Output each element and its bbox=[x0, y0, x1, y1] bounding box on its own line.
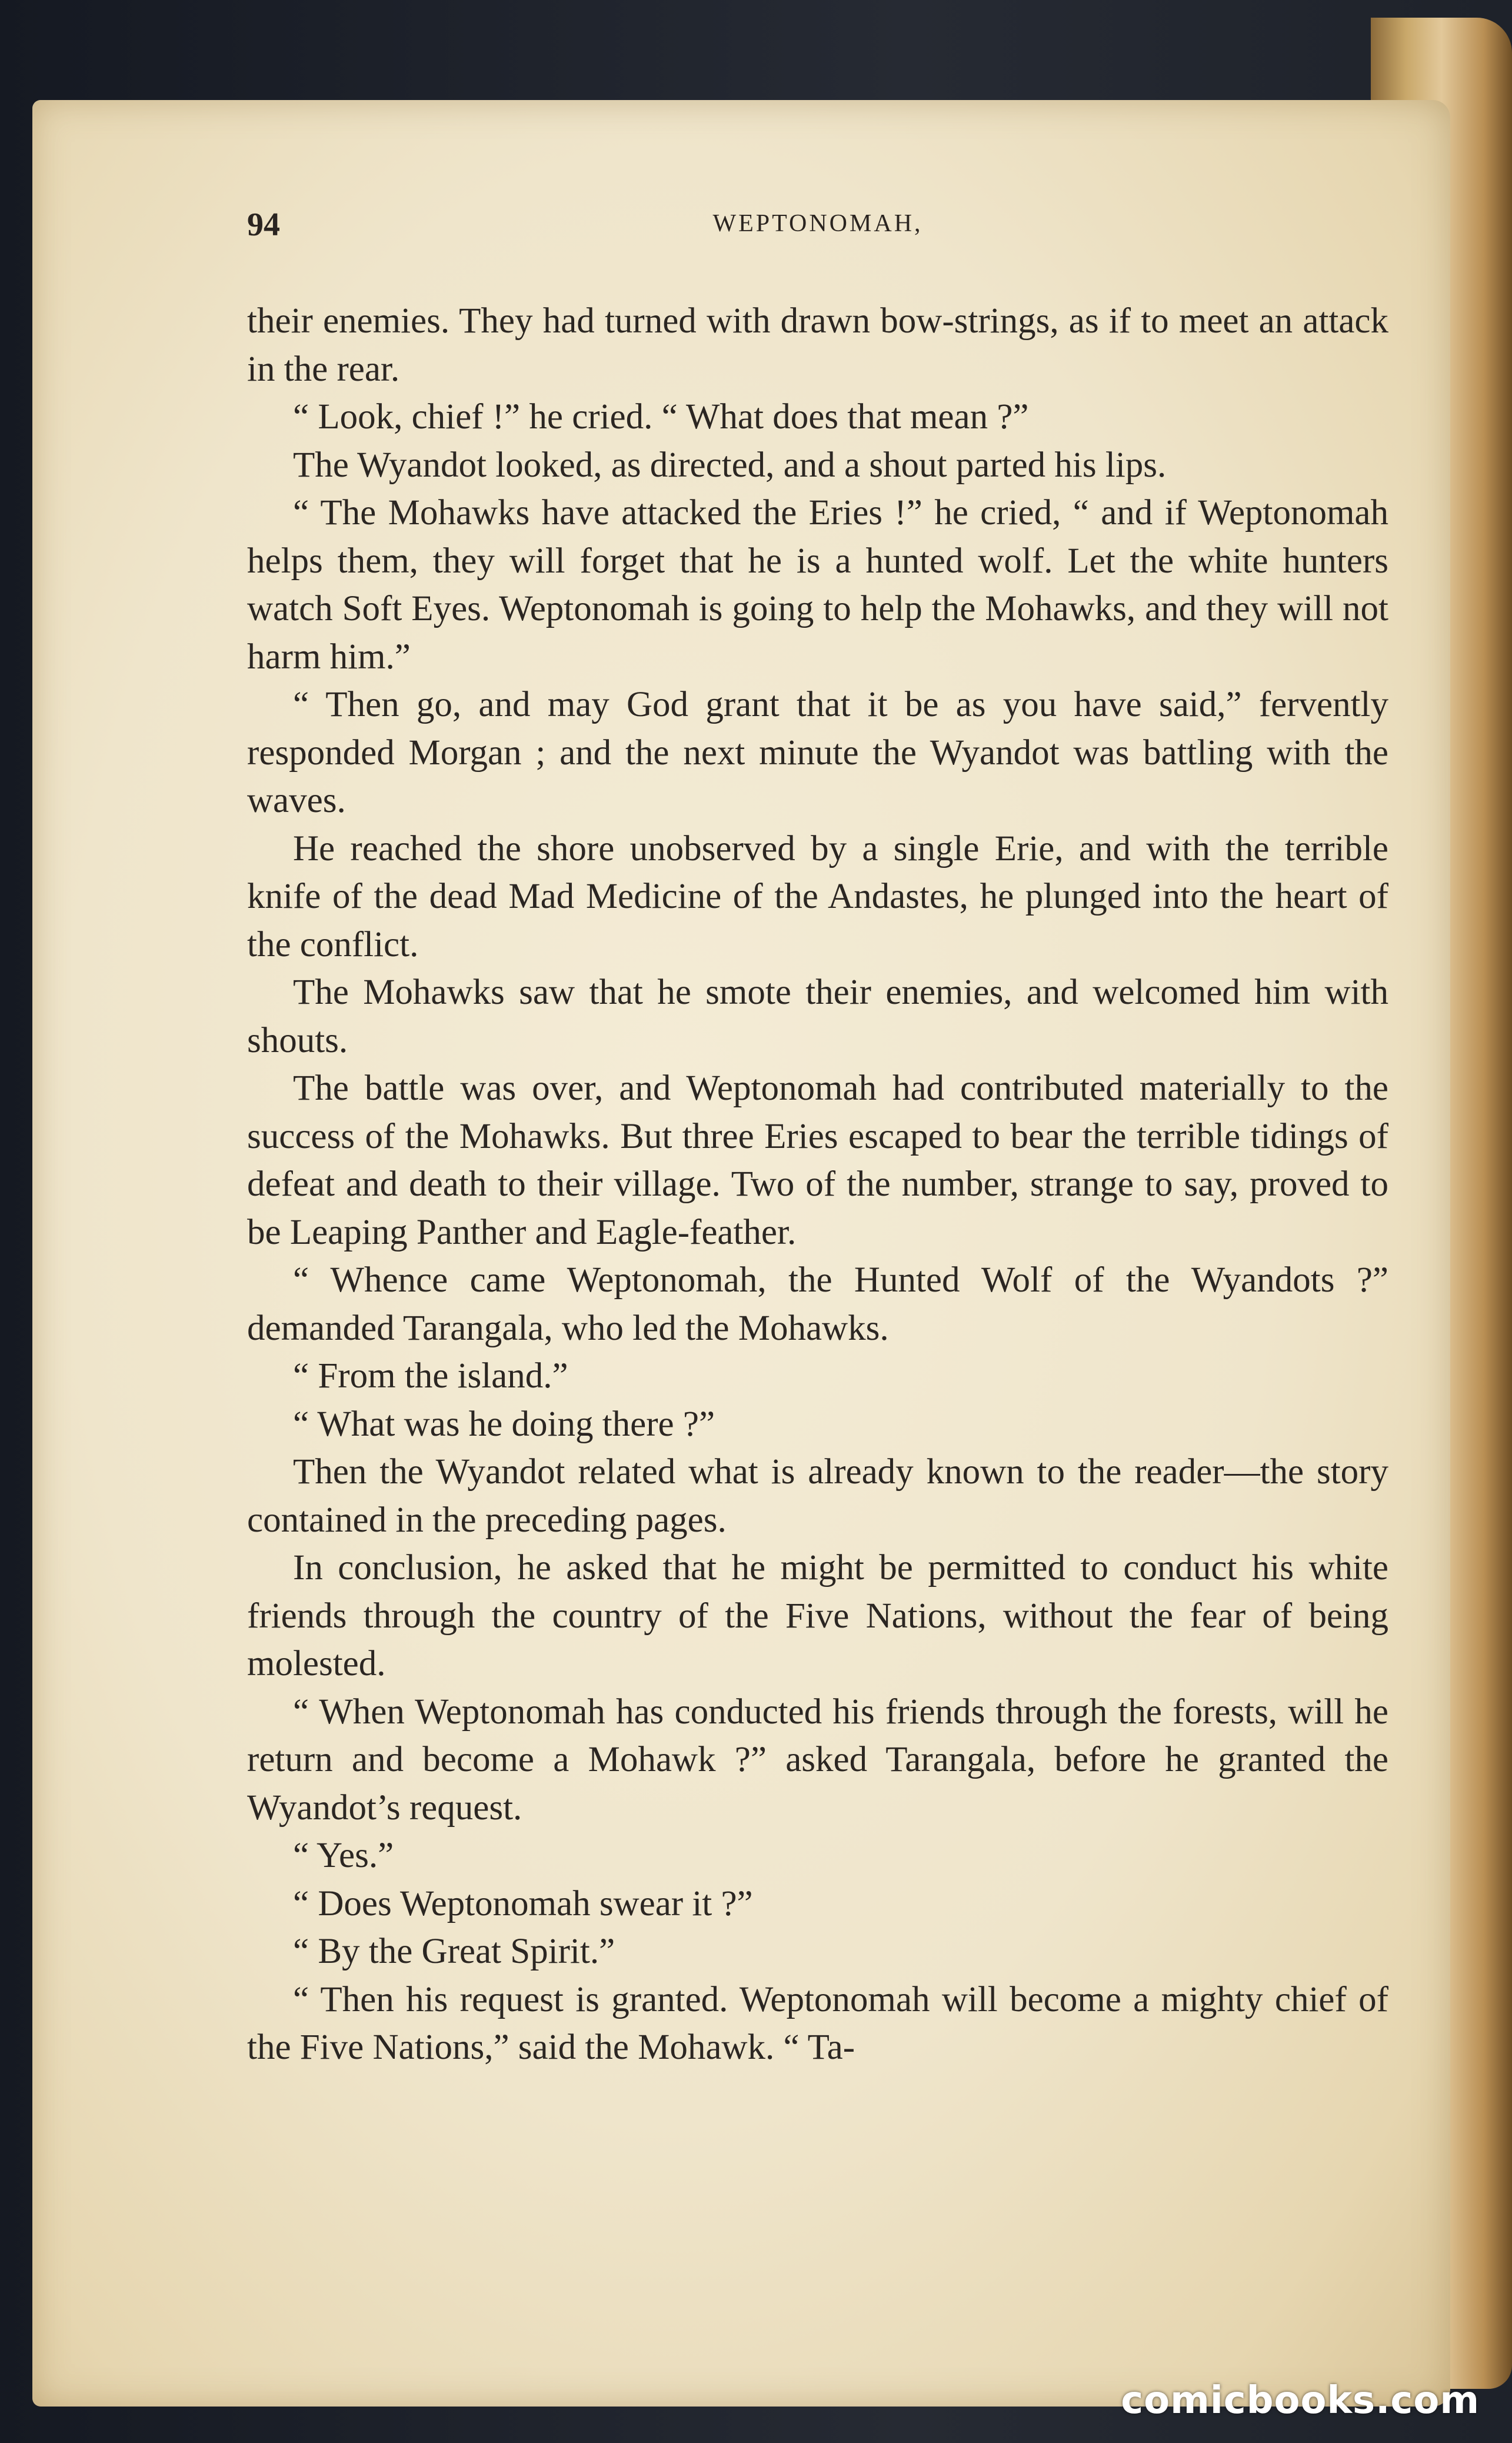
running-head: WEPTONOMAH, bbox=[712, 210, 923, 237]
paragraph: “ Whence came Weptonomah, the Hunted Wolf of the Wyandots ?” demanded Tarangala, who led the Mohawks. bbox=[247, 1260, 1388, 1348]
paragraph: “ Then his request is granted. Weptonomah will become a mighty chief of the Five Nations,” said the Mohawk. “ Ta- bbox=[247, 1979, 1388, 2067]
paragraph: The battle was over, and Weptonomah had contributed materially to the success of the Mohawks. But three Eries escaped to bear the terrible tidings of defeat and death to their village. Two of the number, strange to say, proved to be Leaping Panther and Eagle-feather. bbox=[247, 1069, 1388, 1252]
paragraph: “ The Mohawks have attacked the Eries !” he cried, “ and if Weptonomah helps them, they will forget that he is a hunted wolf. Let the white hunters watch Soft Eyes. Weptonomah is going to help the Mohawks, and they will not harm him.” bbox=[247, 493, 1388, 677]
paragraph: “ From the island.” bbox=[293, 1356, 568, 1396]
paragraph: “ Then go, and may God grant that it be as you have said,” fervently responded Morgan ; and the next minute the Wyandot was battling with the waves. bbox=[247, 685, 1388, 820]
watermark: comicbooks.com bbox=[1121, 2379, 1480, 2422]
paragraph: Then the Wyandot related what is already known to the reader—the story contained in the preceding pages. bbox=[247, 1452, 1388, 1540]
paragraph: “ By the Great Spirit.” bbox=[293, 1932, 615, 1971]
paragraph: “ What was he doing there ?” bbox=[293, 1404, 715, 1444]
paragraph: “ When Weptonomah has conducted his friends through the forests, will he return and become a Mohawk ?” asked Tarangala, before he granted the Wyandot’s request. bbox=[247, 1692, 1388, 1828]
body-text bbox=[247, 297, 1388, 2072]
page-number: 94 bbox=[247, 207, 280, 243]
paragraph: The Mohawks saw that he smote their enemies, and welcomed him with shouts. bbox=[247, 973, 1388, 1060]
paragraph: their enemies. They had turned with drawn bow-strings, as if to meet an attack in the rear. bbox=[247, 301, 1388, 389]
page-header bbox=[247, 206, 1388, 253]
paragraph: The Wyandot looked, as directed, and a shout parted his lips. bbox=[293, 445, 1167, 485]
paragraph: He reached the shore unobserved by a single Erie, and with the terrible knife of the dead Mad Medicine of the Andastes, he plunged into the heart of the conflict. bbox=[247, 828, 1388, 964]
paragraph: “ Does Weptonomah swear it ?” bbox=[293, 1883, 753, 1923]
paragraph: “ Look, chief !” he cried. “ What does that mean ?” bbox=[293, 397, 1029, 437]
paragraph: “ Yes.” bbox=[293, 1836, 394, 1875]
paragraph: In conclusion, he asked that he might be permitted to conduct his white friends through the country of the Five Nations, without the fear of being molested. bbox=[247, 1548, 1388, 1683]
